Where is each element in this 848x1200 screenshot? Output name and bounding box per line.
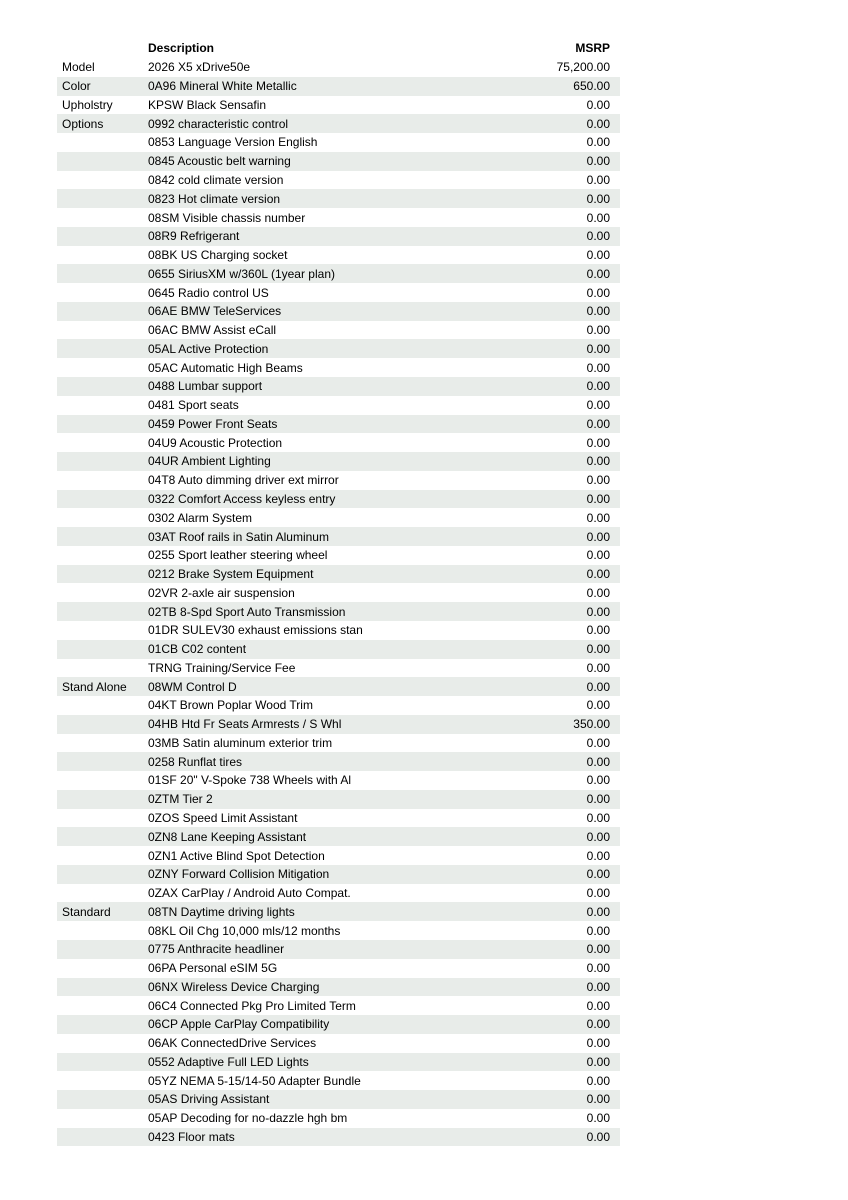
- table-row: [57, 358, 620, 377]
- row-description: KPSW Black Sensafin: [148, 97, 267, 112]
- table-header: [57, 38, 620, 58]
- row-description: 0A96 Mineral White Metallic: [148, 79, 297, 94]
- row-msrp: 0.00: [586, 1036, 610, 1051]
- row-description: 01CB C02 content: [148, 642, 247, 657]
- row-description: 0423 Floor mats: [148, 1130, 235, 1145]
- row-msrp: 0.00: [586, 323, 610, 338]
- row-description: 0212 Brake System Equipment: [148, 567, 314, 582]
- row-category: Stand Alone: [62, 679, 127, 694]
- table-row: [57, 940, 620, 959]
- table-row: [57, 771, 620, 790]
- row-category: Upholstry: [62, 97, 113, 112]
- row-msrp: 0.00: [586, 1092, 610, 1107]
- table-row: [57, 246, 620, 265]
- table-row: [57, 715, 620, 734]
- table-row: [57, 978, 620, 997]
- table-row: [57, 321, 620, 340]
- row-msrp: 0.00: [586, 510, 610, 525]
- row-description: 06C4 Connected Pkg Pro Limited Term: [148, 998, 356, 1013]
- table-row: [57, 677, 620, 696]
- row-msrp: 0.00: [586, 829, 610, 844]
- row-category: Model: [62, 60, 95, 75]
- table-row: [57, 58, 620, 77]
- table-row: [57, 1053, 620, 1072]
- row-description: 0ZAX CarPlay / Android Auto Compat.: [148, 886, 351, 901]
- row-msrp: 0.00: [586, 642, 610, 657]
- table-row: [57, 133, 620, 152]
- table-row: [57, 1071, 620, 1090]
- table-row: [57, 208, 620, 227]
- row-msrp: 0.00: [586, 979, 610, 994]
- table-row: [57, 640, 620, 659]
- row-description: 0853 Language Version English: [148, 135, 318, 150]
- row-msrp: 0.00: [586, 660, 610, 675]
- table-row: [57, 752, 620, 771]
- row-msrp: 0.00: [586, 567, 610, 582]
- row-msrp: 0.00: [586, 548, 610, 563]
- table-row: [57, 790, 620, 809]
- row-msrp: 0.00: [586, 1054, 610, 1069]
- row-msrp: 350.00: [573, 717, 610, 732]
- row-description: 08TN Daytime driving lights: [148, 904, 295, 919]
- header-description: Description: [148, 41, 215, 55]
- row-msrp: 0.00: [586, 304, 610, 319]
- row-msrp: 0.00: [586, 341, 610, 356]
- table-row: [57, 959, 620, 978]
- table-row: [57, 1015, 620, 1034]
- table-row: [57, 546, 620, 565]
- row-msrp: 0.00: [586, 210, 610, 225]
- row-msrp: 0.00: [586, 679, 610, 694]
- row-msrp: 0.00: [586, 360, 610, 375]
- row-msrp: 0.00: [586, 698, 610, 713]
- table-row: [57, 264, 620, 283]
- table-row: [57, 602, 620, 621]
- row-description: 04T8 Auto dimming driver ext mirror: [148, 473, 339, 488]
- row-description: 05AP Decoding for no-dazzle hgh bm: [148, 1111, 348, 1126]
- table-row: [57, 527, 620, 546]
- row-description: 06NX Wireless Device Charging: [148, 979, 320, 994]
- row-description: 06CP Apple CarPlay Compatibility: [148, 1017, 330, 1032]
- table-row: [57, 921, 620, 940]
- table-row: [57, 696, 620, 715]
- row-description: 01SF 20" V-Spoke 738 Wheels with Al: [148, 773, 352, 788]
- table-row: [57, 508, 620, 527]
- row-msrp: 0.00: [586, 942, 610, 957]
- row-msrp: 0.00: [586, 961, 610, 976]
- row-msrp: 0.00: [586, 1130, 610, 1145]
- table-row: [57, 583, 620, 602]
- row-msrp: 0.00: [586, 154, 610, 169]
- row-description: 08BK US Charging socket: [148, 248, 288, 263]
- table-row: [57, 827, 620, 846]
- row-category: Color: [62, 79, 91, 94]
- table-row: [57, 471, 620, 490]
- row-msrp: 0.00: [586, 248, 610, 263]
- row-description: 04U9 Acoustic Protection: [148, 435, 283, 450]
- row-msrp: 0.00: [586, 416, 610, 431]
- table-row: [57, 621, 620, 640]
- row-description: 0481 Sport seats: [148, 398, 239, 413]
- table-row: [57, 734, 620, 753]
- table-row: [57, 884, 620, 903]
- row-description: 02TB 8-Spd Sport Auto Transmission: [148, 604, 346, 619]
- table-row: [57, 1109, 620, 1128]
- row-msrp: 0.00: [586, 1017, 610, 1032]
- row-msrp: 0.00: [586, 1073, 610, 1088]
- table-row: [57, 902, 620, 921]
- row-description: 08WM Control D: [148, 679, 237, 694]
- table-row: [57, 809, 620, 828]
- table-row: [57, 565, 620, 584]
- row-description: 2026 X5 xDrive50e: [148, 60, 251, 75]
- row-description: 04UR Ambient Lighting: [148, 454, 271, 469]
- vehicle-options-table: [57, 38, 620, 1146]
- header-msrp: MSRP: [575, 41, 610, 55]
- table-row: [57, 96, 620, 115]
- table-row: [57, 283, 620, 302]
- row-description: 06AE BMW TeleServices: [148, 304, 282, 319]
- table-row: [57, 189, 620, 208]
- row-msrp: 0.00: [586, 191, 610, 206]
- row-msrp: 75,200.00: [556, 60, 610, 75]
- row-description: 05AS Driving Assistant: [148, 1092, 270, 1107]
- row-description: 08SM Visible chassis number: [148, 210, 306, 225]
- row-msrp: 0.00: [586, 529, 610, 544]
- row-description: 0775 Anthracite headliner: [148, 942, 285, 957]
- row-msrp: 0.00: [586, 172, 610, 187]
- row-msrp: 0.00: [586, 285, 610, 300]
- row-description: 0ZOS Speed Limit Assistant: [148, 811, 298, 825]
- row-description: 08R9 Refrigerant: [148, 229, 240, 244]
- table-row: [57, 227, 620, 246]
- row-description: 03MB Satin aluminum exterior trim: [148, 735, 333, 750]
- row-description: 08KL Oil Chg 10,000 mls/12 months: [148, 923, 341, 938]
- table-row: [57, 1090, 620, 1109]
- table-row: [57, 77, 620, 96]
- row-msrp: 0.00: [586, 473, 610, 488]
- row-description: 0552 Adaptive Full LED Lights: [148, 1054, 309, 1069]
- row-msrp: 0.00: [586, 623, 610, 638]
- row-msrp: 0.00: [586, 604, 610, 619]
- row-description: 0645 Radio control US: [148, 285, 269, 300]
- row-msrp: 0.00: [586, 116, 610, 131]
- table-row: [57, 1034, 620, 1053]
- row-description: 02VR 2-axle air suspension: [148, 585, 295, 600]
- row-description: 0322 Comfort Access keyless entry: [148, 491, 336, 506]
- table-row: [57, 415, 620, 434]
- table-row: [57, 114, 620, 133]
- row-description: 0ZNY Forward Collision Mitigation: [148, 867, 330, 882]
- row-msrp: 0.00: [586, 135, 610, 150]
- row-msrp: 0.00: [586, 398, 610, 413]
- row-msrp: 0.00: [586, 266, 610, 281]
- row-description: 06PA Personal eSIM 5G: [148, 961, 278, 976]
- table-row: [57, 1128, 620, 1147]
- row-description: 05AC Automatic High Beams: [148, 360, 303, 375]
- table-row: [57, 452, 620, 471]
- table-row: [57, 171, 620, 190]
- row-msrp: 0.00: [586, 491, 610, 506]
- table-row: [57, 846, 620, 865]
- table-body: [57, 58, 620, 1146]
- table-row: [57, 302, 620, 321]
- row-msrp: 0.00: [586, 435, 610, 450]
- row-description: 0488 Lumbar support: [148, 379, 263, 394]
- row-description: 0302 Alarm System: [148, 510, 253, 525]
- row-description: 03AT Roof rails in Satin Aluminum: [148, 529, 329, 544]
- table-row: [57, 377, 620, 396]
- table-row: [57, 659, 620, 678]
- row-msrp: 0.00: [586, 585, 610, 600]
- row-description: 05YZ NEMA 5-15/14-50 Adapter Bundle: [148, 1073, 361, 1088]
- row-msrp: 0.00: [586, 867, 610, 882]
- row-description: TRNG Training/Service Fee: [148, 660, 296, 675]
- row-msrp: 0.00: [586, 904, 610, 919]
- row-msrp: 0.00: [586, 454, 610, 469]
- table-row: [57, 339, 620, 358]
- row-description: 04KT Brown Poplar Wood Trim: [148, 698, 313, 713]
- table-row: [57, 490, 620, 509]
- row-description: 0ZN1 Active Blind Spot Detection: [148, 848, 325, 863]
- row-msrp: 0.00: [586, 97, 610, 112]
- row-description: 0258 Runflat tires: [148, 754, 243, 769]
- row-description: 0459 Power Front Seats: [148, 416, 278, 431]
- row-msrp: 0.00: [586, 923, 610, 938]
- row-description: 0823 Hot climate version: [148, 191, 281, 206]
- row-description: 0992 characteristic control: [148, 116, 289, 131]
- row-category: Options: [62, 116, 104, 131]
- row-description: 06AC BMW Assist eCall: [148, 323, 277, 338]
- row-msrp: 0.00: [586, 379, 610, 394]
- table-row: [57, 865, 620, 884]
- row-description: 0ZTM Tier 2: [148, 792, 213, 807]
- row-description: 0ZN8 Lane Keeping Assistant: [148, 829, 307, 844]
- row-msrp: 0.00: [586, 886, 610, 901]
- row-msrp: 0.00: [586, 754, 610, 769]
- row-description: 04HB Htd Fr Seats Armrests / S Whl: [148, 717, 342, 732]
- row-description: 01DR SULEV30 exhaust emissions stan: [148, 623, 363, 638]
- table-row: [57, 396, 620, 415]
- row-msrp: 0.00: [586, 811, 610, 825]
- row-description: 0255 Sport leather steering wheel: [148, 548, 328, 563]
- row-description: 05AL Active Protection: [148, 341, 269, 356]
- row-msrp: 0.00: [586, 773, 610, 788]
- row-msrp: 0.00: [586, 229, 610, 244]
- table-row: [57, 996, 620, 1015]
- row-msrp: 0.00: [586, 998, 610, 1013]
- row-msrp: 0.00: [586, 848, 610, 863]
- row-description: 0655 SiriusXM w/360L (1year plan): [148, 266, 335, 281]
- row-msrp: 0.00: [586, 735, 610, 750]
- table-row: [57, 433, 620, 452]
- table-row: [57, 152, 620, 171]
- row-description: 06AK ConnectedDrive Services: [148, 1036, 317, 1051]
- row-category: Standard: [62, 904, 111, 919]
- row-msrp: 0.00: [586, 1111, 610, 1126]
- row-description: 0842 cold climate version: [148, 172, 284, 187]
- row-msrp: 650.00: [573, 79, 610, 94]
- row-msrp: 0.00: [586, 792, 610, 807]
- row-description: 0845 Acoustic belt warning: [148, 154, 291, 169]
